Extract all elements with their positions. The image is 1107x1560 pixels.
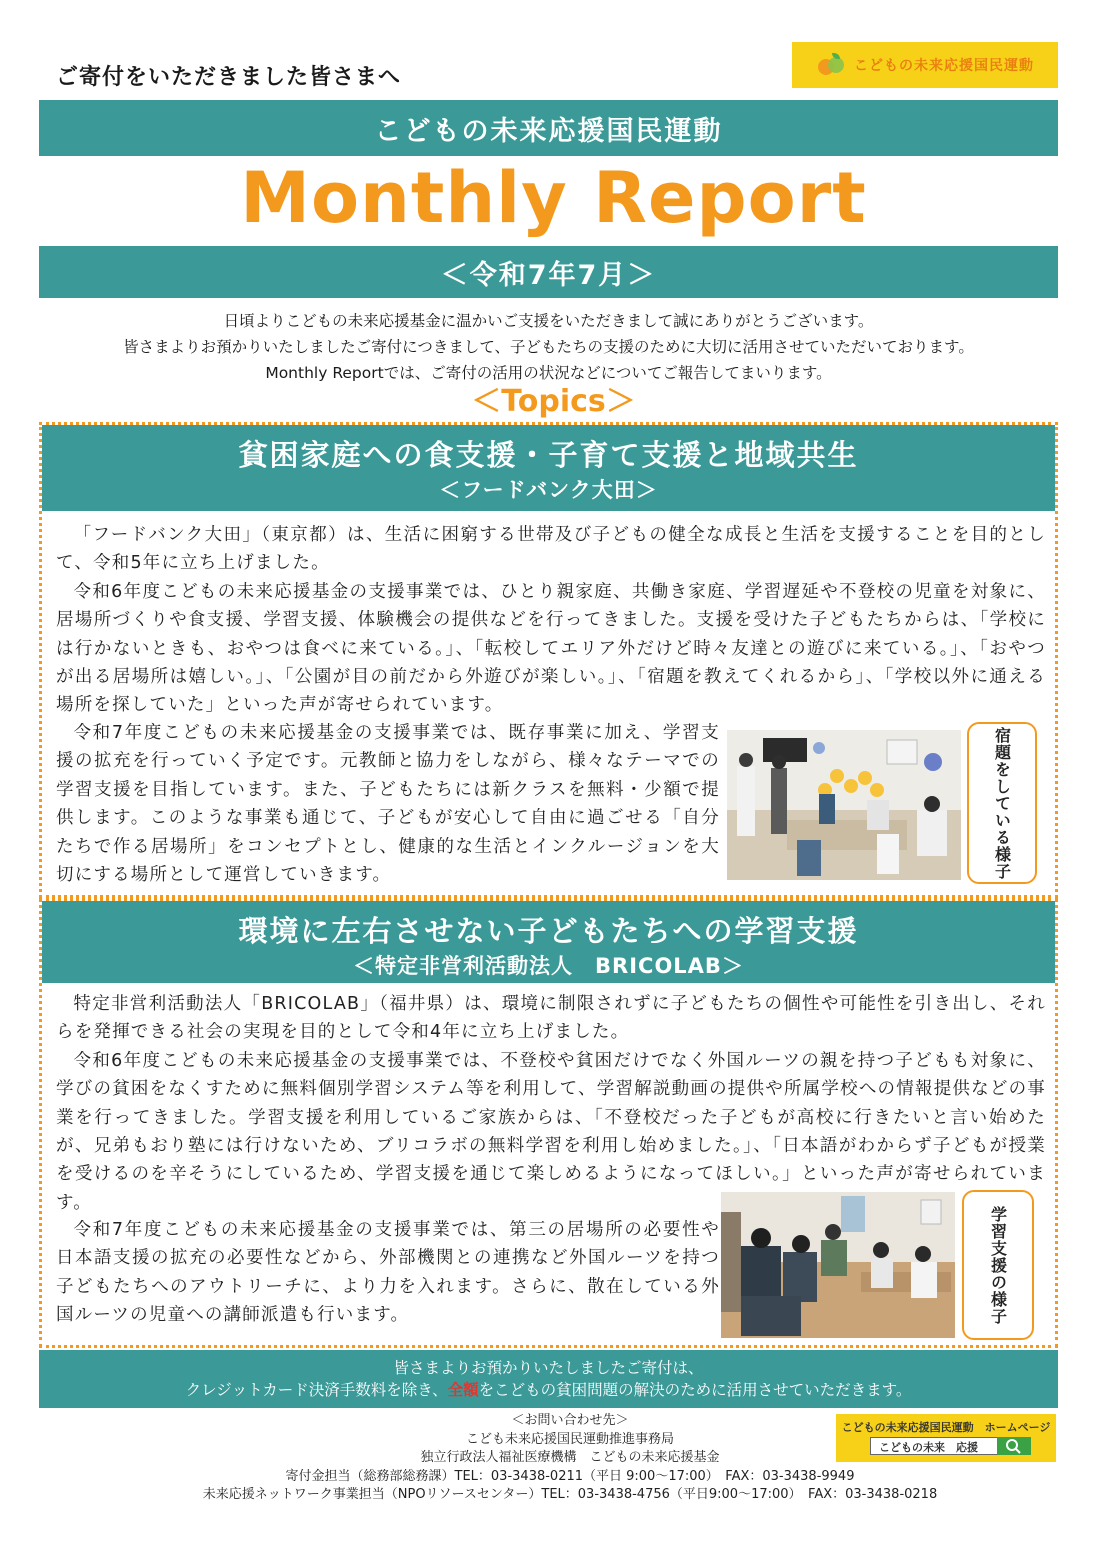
- contact-org: 独立行政法人福祉医療機構 こどもの未来応援基金: [420, 1450, 720, 1466]
- homepage-banner[interactable]: [836, 1414, 1056, 1462]
- section1-header: [42, 425, 1055, 511]
- intro-line: Monthly Reportでは、ご寄付の活用の状況などについてご報告してまいります。: [265, 364, 832, 382]
- intro-text: [39, 308, 1058, 386]
- greeting-heading: ご寄付をいただきました皆さまへ: [56, 65, 402, 90]
- study-support-photo-caption: 学習支援の様子: [962, 1190, 1034, 1340]
- section1-para3: 令和7年度こどもの未来応援基金の支援事業では、既存事業に加え、学習支援の拡充を行っていく予定です。元教師と協力をしながら、様々なテーマでの学習支援を目指しています。また、子どもたちには新クラスを無料・少額で提供します。このような事業も通じて、子どもが安心して自由に過ごせる「自分たちで作る居場所」をコンセプトとし、健康的な生活とインクルージョンを大切にする場所として運営していきます。: [56, 723, 720, 886]
- report-date-bar: ＜令和7年7月＞: [39, 246, 1058, 298]
- donation-usage-line2: [39, 1379, 1058, 1401]
- contact-heading: ＜お問い合わせ先＞: [511, 1413, 629, 1428]
- section1-body: [56, 521, 1046, 720]
- usage-text-post: をこどもの貧困問題の解決のために活用させていただきます。: [478, 1381, 912, 1399]
- usage-text-pre: クレジットカード決済手数料を除き、: [185, 1381, 448, 1399]
- campaign-logo[interactable]: [792, 42, 1058, 88]
- contact-org: こども未来応援国民運動推進事務局: [465, 1431, 674, 1447]
- study-support-photo-illustration: [721, 1192, 955, 1338]
- logo-text: こどもの未来応援国民運動: [854, 58, 1034, 74]
- section1-subtitle: ＜フードバンク大田＞: [439, 478, 658, 502]
- report-title: Monthly Report: [240, 157, 867, 239]
- section2-body: [56, 990, 1046, 1217]
- homepage-search-text: こどもの未来 応援: [879, 1441, 978, 1454]
- search-icon: [997, 1437, 1031, 1455]
- section1-para2: 令和6年度こどもの未来応援基金の支援事業では、ひとり親家庭、共働き家庭、学習遅延や不登校の児童を対象に、居場所づくりや食支援、学習支援、体験機会の提供などを行ってきました。支援を受けた子どもたちからは、「学校には行かないときも、おやつは食べに来ている。」、「転校してエリア外だけど時々友達との遊びに来ている。」、「おやつが出る居場所は嬉しい。」、「公園が目の前だから外遊びが楽しい。」、「宿題を教えてくれるから」、「学校以外に通える場所を探していた」といった声が寄せられています。: [56, 581, 1046, 716]
- homework-photo-caption: 宿題をしている様子: [967, 722, 1037, 884]
- topics-label: ＜Topics＞: [471, 384, 636, 419]
- homepage-label: こどもの未来応援国民運動 ホームページ: [841, 1421, 1051, 1434]
- section2-para3: 令和7年度こどもの未来応援基金の支援事業では、第三の居場所の必要性や日本語支援の拡充の必要性などから、外部機関との連携など外国ルーツを持つ子どもたちへのアウトリーチに、より力を入れます。さらに、散在している外国ルーツの児童への講師派遣も行います。: [56, 1220, 720, 1326]
- section2-para3-block: [56, 1216, 720, 1330]
- search-button[interactable]: [997, 1437, 1031, 1455]
- donation-usage-bar: [39, 1350, 1058, 1408]
- section1-para3-block: [56, 719, 720, 889]
- logo-mark-icon: [816, 53, 846, 77]
- section2-subtitle: ＜特定非営利活動法人 BRICOLAB＞: [353, 954, 744, 978]
- section2-para2: 令和6年度こどもの未来応援基金の支援事業では、不登校や貧困だけでなく外国ルーツの親を持つ子どもも対象に、学びの貧困をなくすために無料個別学習システム等を利用して、学習解説動画の提供や所属学校への情報提供などの事業を行ってきました。学習支援を利用しているご家族からは、「不登校だった子どもが高校に行きたいと言い始めたが、兄弟もおり塾には行けないため、ブリコラボの無料学習を利用し始めました。」、「日本語がわからず子どもが授業を受けるのを辛そうにしているため、学習支援を通じて楽しめるようになってほしい。」といった声が寄せられています。: [56, 1050, 1046, 1213]
- intro-line: 日頃よりこどもの未来応援基金に温かいご支援をいただきまして誠にありがとうございます。: [223, 312, 874, 330]
- homework-photo-illustration: [727, 730, 961, 880]
- contact-line: 寄付金担当（総務部総務課）TEL：03-3438-0211（平日 9:00～17:00） FAX：03-3438-9949: [285, 1468, 855, 1484]
- section2-para1: 特定非営利活動法人「BRICOLAB」（福井県）は、環境に制限されずに子どもたちの個性や可能性を引き出し、それらを発揮できる社会の実現を目的として令和4年に立ち上げました。: [56, 994, 1046, 1043]
- section2-header: [42, 901, 1055, 983]
- section1-para1: 「フードバンク大田」（東京都）は、生活に困窮する世帯及び子どもの健全な成長と生活を支援することを目的として、令和5年に立ち上げました。: [56, 525, 1046, 574]
- full-amount-highlight: 全額: [447, 1381, 479, 1399]
- intro-line: 皆さまよりお預かりいたしましたご寄付につきまして、子どもたちの支援のために大切に活用させていただいております。: [123, 338, 974, 356]
- contact-line: 未来応援ネットワーク事業担当（NPOリソースセンター）TEL：03-3438-4756（平日9:00～17:00） FAX：03-3438-0218: [202, 1487, 938, 1503]
- org-title-bar: こどもの未来応援国民運動: [39, 100, 1058, 156]
- section2-title: 環境に左右させない子どもたちへの学習支援: [238, 914, 859, 948]
- section1-title: 貧困家庭への食支援・子育て支援と地域共生: [238, 438, 859, 472]
- study-support-photo: [721, 1192, 955, 1338]
- homepage-search-box[interactable]: [870, 1437, 1030, 1455]
- donation-usage-line1: 皆さまよりお預かりいたしましたご寄付は、: [393, 1359, 704, 1377]
- homework-photo: [727, 730, 961, 880]
